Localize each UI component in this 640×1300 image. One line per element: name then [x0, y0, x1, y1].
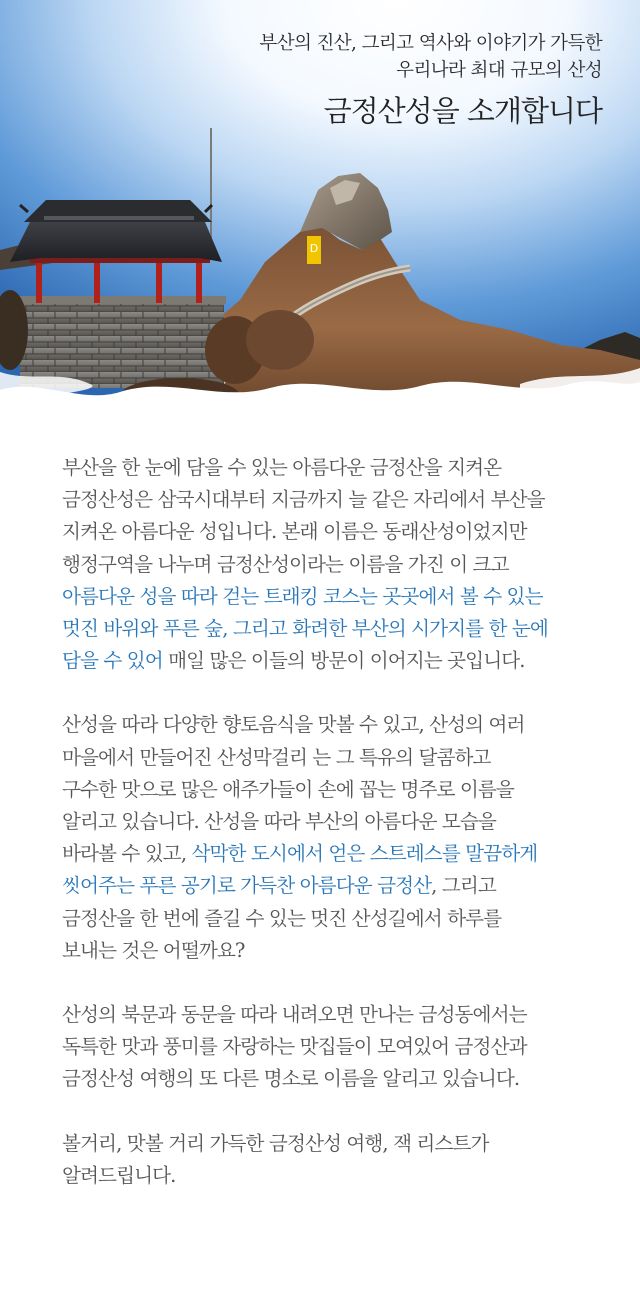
- highlighted-text: 아름다운 성을 따라 걷는 트래킹 코스는 곳곳에서 볼 수 있는: [62, 584, 543, 608]
- body-text: 알려드립니다.: [62, 1163, 176, 1187]
- highlighted-text: 삭막한 도시에서 얻은 스트레스를 말끔하게: [191, 842, 538, 866]
- body-text: 행정구역을 나누며 금정산성이라는 이름을 가진 이 크고: [62, 552, 509, 576]
- paragraph-line: [62, 645, 622, 677]
- highlighted-text: 담을 수 있어: [62, 649, 163, 673]
- hero-subtitle-line-1: 부산의 진산, 그리고 역사와 이야기가 가득한: [259, 33, 602, 54]
- body-text: 보내는 것은 어떨까요?: [62, 938, 245, 962]
- paragraph-line: [62, 1160, 622, 1192]
- body-text: 독특한 맛과 풍미를 자랑하는 맛집들이 모여있어 금정산과: [62, 1035, 527, 1059]
- body-text: 산성의 북문과 동문을 따라 내려오면 만나는 금성동에서는: [62, 1003, 527, 1027]
- paragraph-line: [62, 452, 622, 484]
- sign-letter: D: [309, 242, 319, 255]
- paragraph-line: [62, 806, 622, 838]
- body-text: 알리고 있습니다. 산성을 따라 부산의 아름다운 모습을: [62, 810, 496, 834]
- paragraph-line: [62, 742, 622, 774]
- paragraph-line: [62, 613, 622, 645]
- body-text: 산성을 따라 다양한 향토음식을 맛볼 수 있고, 산성의 여러: [62, 713, 525, 737]
- paragraph-line: [62, 870, 622, 902]
- body-text: 부산을 한 눈에 담을 수 있는 아름다운 금정산을 지켜온: [62, 456, 502, 479]
- paragraph-line: [62, 709, 622, 741]
- body-text: 지켜온 아름다운 성입니다. 본래 이름은 동래산성이었지만: [62, 520, 527, 544]
- paragraph-line: [62, 903, 622, 935]
- paragraph-line: [62, 774, 622, 806]
- body-text: 구수한 맛으로 많은 애주가들이 손에 꼽는 명주로 이름을: [62, 777, 514, 801]
- body-text: 금정산을 한 번에 즐길 수 있는 멋진 산성길에서 하루를: [62, 906, 502, 930]
- paragraph: [62, 1128, 622, 1192]
- hero-subtitle-line-2: 우리나라 최대 규모의 산성: [396, 60, 602, 81]
- highlighted-text: 씻어주는 푸른 공기로 가득찬 아름다운 금정산: [62, 874, 432, 898]
- paragraph-line: [62, 516, 622, 548]
- paragraph-line: [62, 838, 622, 870]
- paragraph: [62, 999, 622, 1096]
- paragraph-line: [62, 935, 622, 967]
- hero-title: 금정산성을 소개합니다: [323, 94, 602, 128]
- paragraph: [62, 709, 622, 967]
- body-text: 금정산성은 삼국시대부터 지금까지 늘 같은 자리에서 부산을: [62, 488, 545, 512]
- body-text: 바라볼 수 있고,: [62, 842, 192, 866]
- hero-text: [259, 30, 602, 134]
- paragraph-line: [62, 484, 622, 516]
- body-text: 마을에서 만들어진 산성막걸리 는 그 특유의 달콤하고: [62, 745, 491, 769]
- paragraph-line: [62, 581, 622, 613]
- body-text: , 그리고: [431, 874, 496, 898]
- paragraph-line: [62, 1063, 622, 1095]
- highlighted-text: 멋진 바위와 푸른 숲, 그리고 화려한 부산의 시가지를 한 눈에: [62, 617, 548, 641]
- article-body: [62, 452, 622, 1224]
- body-text: 금정산성 여행의 또 다른 명소로 이름을 알리고 있습니다.: [62, 1067, 520, 1091]
- hero-banner: [0, 0, 640, 430]
- paragraph-line: [62, 999, 622, 1031]
- paragraph-line: [62, 1128, 622, 1160]
- paragraph-line: [62, 549, 622, 581]
- body-text: 매일 많은 이들의 방문이 이어지는 곳입니다.: [162, 649, 525, 673]
- body-text: 볼거리, 맛볼 거리 가득한 금정산성 여행, 잭 리스트가: [62, 1131, 489, 1155]
- paragraph-line: [62, 1031, 622, 1063]
- paragraph: [62, 452, 622, 677]
